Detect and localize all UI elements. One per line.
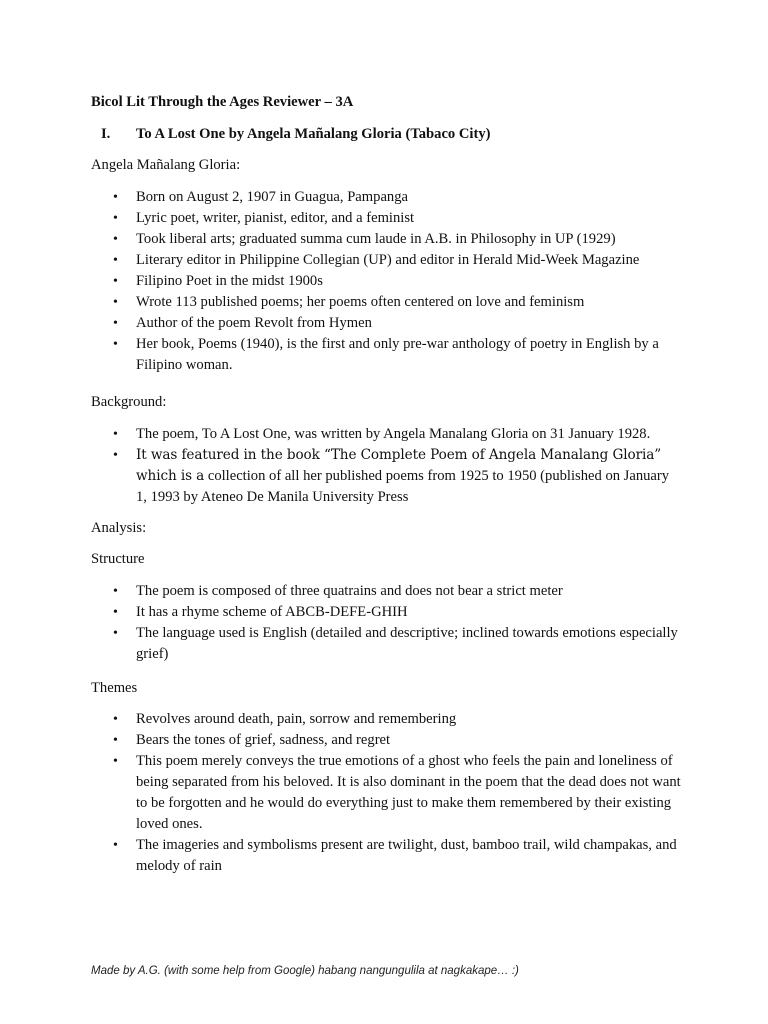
bullet: • bbox=[113, 232, 118, 247]
bullet: • bbox=[113, 253, 118, 268]
section-number: I. bbox=[101, 126, 111, 142]
themes-label: Themes bbox=[91, 680, 138, 696]
list-item: • Revolves around death, pain, sorrow and remembering bbox=[91, 709, 691, 730]
list-item: • Born on August 2, 1907 in Guagua, Pampanga bbox=[91, 187, 691, 208]
bullet: • bbox=[113, 712, 118, 727]
list-item: • Literary editor in Philippine Collegian (UP) and editor in Herald Mid-Week Magazine bbox=[91, 250, 691, 271]
structure-list bbox=[91, 581, 691, 665]
list-item: • It was featured in the book “The Complete Poem of Angela Manalang Gloria” which is a collection of all her published poems from 1925 to 1950 (published on January 1, 1993 by Ateneo De Manila University Press bbox=[113, 447, 670, 505]
list-item: • It has a rhyme scheme of ABCB-DEFE-GHIH bbox=[91, 602, 691, 623]
bio-list bbox=[91, 187, 691, 376]
background-list bbox=[91, 424, 691, 508]
featured-text: It was featured in the book “The Complete Poem of Angela Manalang Gloria” which is a bbox=[136, 447, 662, 484]
list-item: • Lyric poet, writer, pianist, editor, and a feminist bbox=[91, 208, 691, 229]
list-item: • The imageries and symbolisms present are twilight, dust, bamboo trail, wild champakas, and melody of rain bbox=[113, 837, 677, 874]
list-item: • Bears the tones of grief, sadness, and regret bbox=[91, 730, 691, 751]
background-label: Background: bbox=[91, 394, 167, 410]
themes-list bbox=[91, 709, 691, 877]
bullet: • bbox=[113, 605, 118, 620]
bullet: • bbox=[113, 295, 118, 310]
list-item: • The language used is English (detailed and descriptive; inclined towards emotions especially grief) bbox=[113, 625, 678, 662]
analysis-label: Analysis: bbox=[91, 520, 147, 536]
bullet: • bbox=[113, 274, 118, 289]
bullet: • bbox=[113, 190, 118, 205]
list-item: • Filipino Poet in the midst 1900s bbox=[91, 271, 691, 292]
list-item: • The poem, To A Lost One, was written by Angela Manalang Gloria on 31 January 1928. bbox=[91, 424, 691, 445]
list-item: • The poem is composed of three quatrains and does not bear a strict meter bbox=[91, 581, 691, 602]
bullet: • bbox=[113, 211, 118, 226]
bio-label: Angela Mañalang Gloria: bbox=[91, 157, 241, 173]
bullet: • bbox=[113, 626, 118, 641]
list-item: • Her book, Poems (1940), is the first and only pre-war anthology of poetry in English by a Filipino woman. bbox=[113, 336, 659, 373]
bullet: • bbox=[113, 754, 118, 769]
bullet: • bbox=[113, 316, 118, 331]
list-item: • Took liberal arts; graduated summa cum laude in A.B. in Philosophy in UP (1929) bbox=[91, 229, 691, 250]
bullet: • bbox=[113, 838, 118, 853]
bullet: • bbox=[113, 337, 118, 352]
bullet: • bbox=[113, 427, 118, 442]
bullet: • bbox=[113, 448, 118, 463]
footer-note: Made by A.G. (with some help from Google) habang nangungulila at nagkakape… :) bbox=[91, 965, 519, 977]
list-item: • Author of the poem Revolt from Hymen bbox=[91, 313, 691, 334]
structure-label: Structure bbox=[91, 551, 145, 567]
document-title: Bicol Lit Through the Ages Reviewer – 3A bbox=[91, 94, 354, 110]
list-item: • This poem merely conveys the true emotions of a ghost who feels the pain and loneliness of being separated from his beloved. It is also dominant in the poem that the dead does not want to be forgotten and he would do everything just to make them remembered by their existing loved ones. bbox=[113, 753, 681, 832]
section-title: To A Lost One by Angela Mañalang Gloria (Tabaco City) bbox=[136, 126, 491, 142]
bullet: • bbox=[113, 584, 118, 599]
bullet: • bbox=[113, 733, 118, 748]
list-item: • Wrote 113 published poems; her poems often centered on love and feminism bbox=[91, 292, 691, 313]
